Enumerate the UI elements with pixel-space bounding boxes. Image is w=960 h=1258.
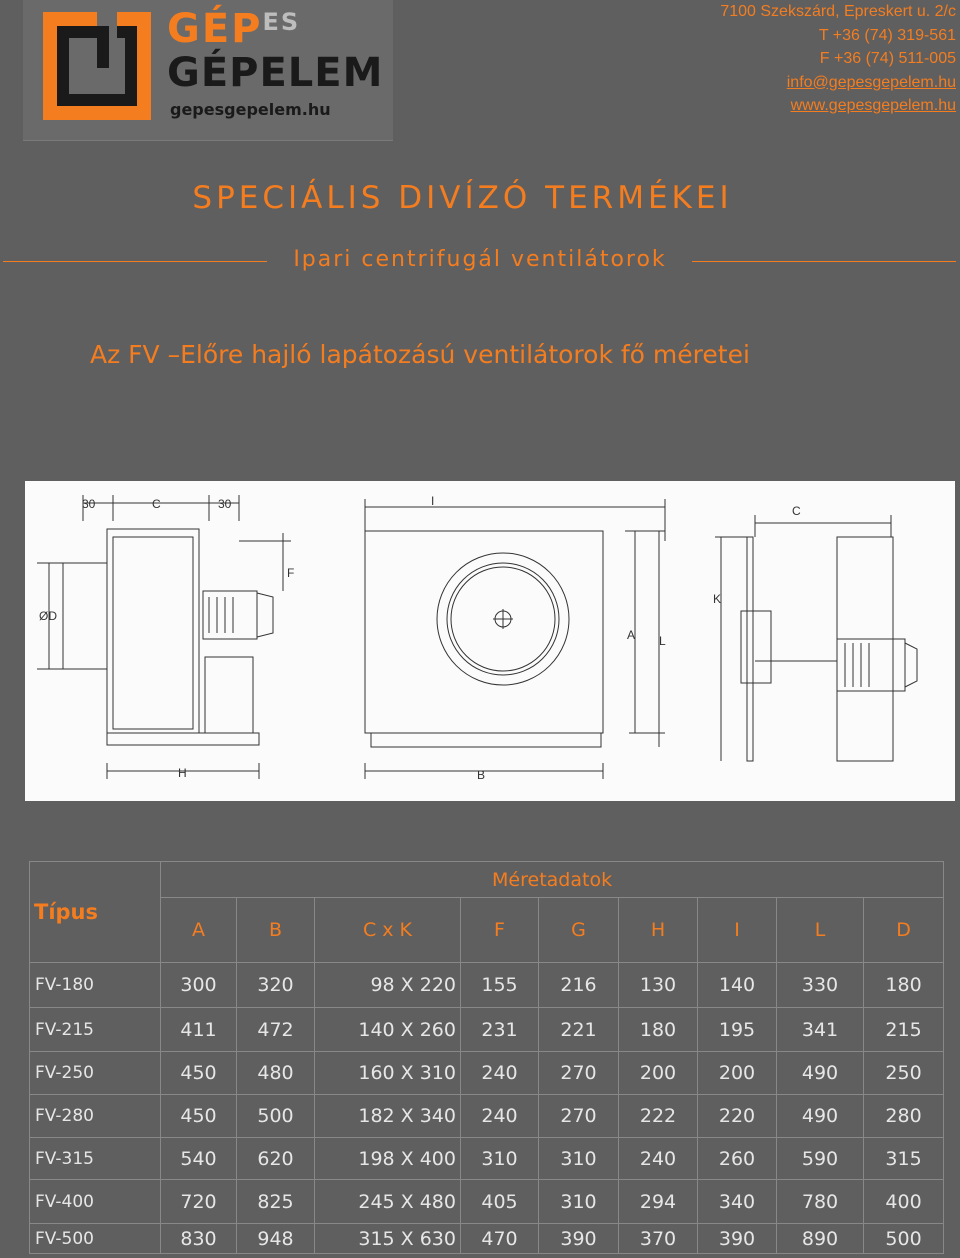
company-logo[interactable] bbox=[23, 0, 393, 141]
table-cell: 500 bbox=[864, 1224, 944, 1254]
table-cell: 490 bbox=[777, 1052, 864, 1095]
table-row bbox=[30, 963, 944, 1008]
column-header: D bbox=[864, 898, 944, 963]
table-cell: 182 X 340 bbox=[315, 1095, 461, 1138]
column-header: B bbox=[237, 898, 315, 963]
table-cell: 315 bbox=[864, 1138, 944, 1180]
table-cell: 370 bbox=[619, 1224, 698, 1254]
table-cell: 310 bbox=[539, 1180, 619, 1224]
table-cell: 240 bbox=[619, 1138, 698, 1180]
table-cell: 220 bbox=[698, 1095, 777, 1138]
table-cell: 400 bbox=[864, 1180, 944, 1224]
table-cell: 221 bbox=[539, 1008, 619, 1052]
table-cell: 390 bbox=[698, 1224, 777, 1254]
table-cell: 98 X 220 bbox=[315, 963, 461, 1008]
table-cell: 480 bbox=[237, 1052, 315, 1095]
table-column-header-row bbox=[30, 898, 944, 963]
table-cell: 140 X 260 bbox=[315, 1008, 461, 1052]
table-cell: 825 bbox=[237, 1180, 315, 1224]
label-a: A bbox=[627, 628, 636, 642]
table-cell: 830 bbox=[161, 1224, 237, 1254]
table-cell: 180 bbox=[619, 1008, 698, 1052]
row-type-cell: FV-215 bbox=[30, 1008, 161, 1052]
section-heading: Az FV –Előre hajló lapátozású ventilátorok fő méretei bbox=[90, 340, 750, 369]
table-cell: 222 bbox=[619, 1095, 698, 1138]
table-cell: 500 bbox=[237, 1095, 315, 1138]
table-cell: 250 bbox=[864, 1052, 944, 1095]
contact-address: 7100 Szekszárd, Epreskert u. 2/c bbox=[720, 3, 956, 20]
column-header: G bbox=[539, 898, 619, 963]
table-cell: 245 X 480 bbox=[315, 1180, 461, 1224]
table-cell: 390 bbox=[539, 1224, 619, 1254]
subtitle-row bbox=[0, 246, 960, 276]
table-group-header-row bbox=[30, 862, 944, 898]
row-type-cell: FV-315 bbox=[30, 1138, 161, 1180]
logo-mark-icon bbox=[43, 12, 151, 120]
contact-web-link[interactable]: www.gepesgepelem.hu bbox=[790, 97, 956, 114]
column-header: L bbox=[777, 898, 864, 963]
table-cell: 195 bbox=[698, 1008, 777, 1052]
table-row bbox=[30, 1138, 944, 1180]
contact-phone: T +36 (74) 319-561 bbox=[818, 26, 956, 44]
header-tipus: Típus bbox=[30, 862, 161, 963]
table-cell: 620 bbox=[237, 1138, 315, 1180]
table-cell: 490 bbox=[777, 1095, 864, 1138]
subtitle-divider-right bbox=[692, 261, 956, 262]
table-cell: 720 bbox=[161, 1180, 237, 1224]
table-cell: 590 bbox=[777, 1138, 864, 1180]
label-l: L bbox=[659, 634, 666, 648]
table-cell: 294 bbox=[619, 1180, 698, 1224]
contact-fax: F +36 (74) 511-005 bbox=[819, 50, 956, 67]
table-cell: 890 bbox=[777, 1224, 864, 1254]
table-cell: 450 bbox=[161, 1052, 237, 1095]
table-cell: 340 bbox=[698, 1180, 777, 1224]
table-cell: 310 bbox=[539, 1138, 619, 1180]
row-type-cell: FV-400 bbox=[30, 1180, 161, 1224]
table-cell: 470 bbox=[461, 1224, 539, 1254]
table-cell: 216 bbox=[539, 963, 619, 1008]
table-cell: 450 bbox=[161, 1095, 237, 1138]
label-c-side: C bbox=[152, 497, 161, 511]
contact-email-link[interactable]: info@gepesgepelem.hu bbox=[786, 73, 956, 91]
header-meretadatok: Méretadatok bbox=[161, 862, 944, 898]
contact-block bbox=[720, 0, 956, 118]
column-header: I bbox=[698, 898, 777, 963]
table-cell: 160 X 310 bbox=[315, 1052, 461, 1095]
table-row bbox=[30, 1180, 944, 1224]
table-cell: 280 bbox=[864, 1095, 944, 1138]
table-cell: 240 bbox=[461, 1095, 539, 1138]
row-type-cell: FV-250 bbox=[30, 1052, 161, 1095]
label-h: H bbox=[178, 766, 187, 780]
table-cell: 472 bbox=[237, 1008, 315, 1052]
table-cell: 270 bbox=[539, 1095, 619, 1138]
table-cell: 140 bbox=[698, 963, 777, 1008]
table-cell: 155 bbox=[461, 963, 539, 1008]
label-b: B bbox=[477, 768, 486, 782]
table-cell: 260 bbox=[698, 1138, 777, 1180]
page-title: SPECIÁLIS DIVÍZÓ TERMÉKEI bbox=[192, 180, 733, 216]
label-30a: 30 bbox=[82, 497, 96, 511]
table-row bbox=[30, 1008, 944, 1052]
table-cell: 180 bbox=[864, 963, 944, 1008]
table-row bbox=[30, 1095, 944, 1138]
column-header: C x K bbox=[315, 898, 461, 963]
table-cell: 320 bbox=[237, 963, 315, 1008]
table-cell: 200 bbox=[619, 1052, 698, 1095]
logo-text-gepelem: GÉPELEM bbox=[167, 50, 384, 96]
table-cell: 411 bbox=[161, 1008, 237, 1052]
table-cell: 330 bbox=[777, 963, 864, 1008]
label-30b: 30 bbox=[218, 497, 232, 511]
column-header: F bbox=[461, 898, 539, 963]
row-type-cell: FV-280 bbox=[30, 1095, 161, 1138]
table-cell: 310 bbox=[461, 1138, 539, 1180]
label-c-right: C bbox=[792, 504, 801, 518]
table-cell: 300 bbox=[161, 963, 237, 1008]
label-od: ØD bbox=[39, 609, 57, 623]
column-header: H bbox=[619, 898, 698, 963]
label-k: K bbox=[713, 592, 722, 606]
table-cell: 200 bbox=[698, 1052, 777, 1095]
table-cell: 240 bbox=[461, 1052, 539, 1095]
page-subtitle: Ipari centrifugál ventilátorok bbox=[293, 247, 667, 272]
table-row bbox=[30, 1224, 944, 1254]
label-f: F bbox=[287, 566, 295, 580]
technical-drawing bbox=[25, 481, 955, 801]
table-cell: 270 bbox=[539, 1052, 619, 1095]
dimension-table bbox=[29, 861, 944, 1254]
row-type-cell: FV-500 bbox=[30, 1224, 161, 1254]
fan-dimension-drawing bbox=[25, 481, 955, 801]
table-cell: 540 bbox=[161, 1138, 237, 1180]
table-cell: 405 bbox=[461, 1180, 539, 1224]
table-cell: 198 X 400 bbox=[315, 1138, 461, 1180]
label-i: I bbox=[431, 494, 435, 508]
table-cell: 130 bbox=[619, 963, 698, 1008]
row-type-cell: FV-180 bbox=[30, 963, 161, 1008]
table-row bbox=[30, 1052, 944, 1095]
table-cell: 315 X 630 bbox=[315, 1224, 461, 1254]
table-cell: 341 bbox=[777, 1008, 864, 1052]
logo-text-gepes: $GÉP^{ES}$ bbox=[167, 6, 301, 52]
table-cell: 948 bbox=[237, 1224, 315, 1254]
logo-url: gepesgepelem.hu bbox=[170, 100, 331, 119]
table-cell: 780 bbox=[777, 1180, 864, 1224]
table-cell: 215 bbox=[864, 1008, 944, 1052]
table-cell: 231 bbox=[461, 1008, 539, 1052]
column-header: A bbox=[161, 898, 237, 963]
